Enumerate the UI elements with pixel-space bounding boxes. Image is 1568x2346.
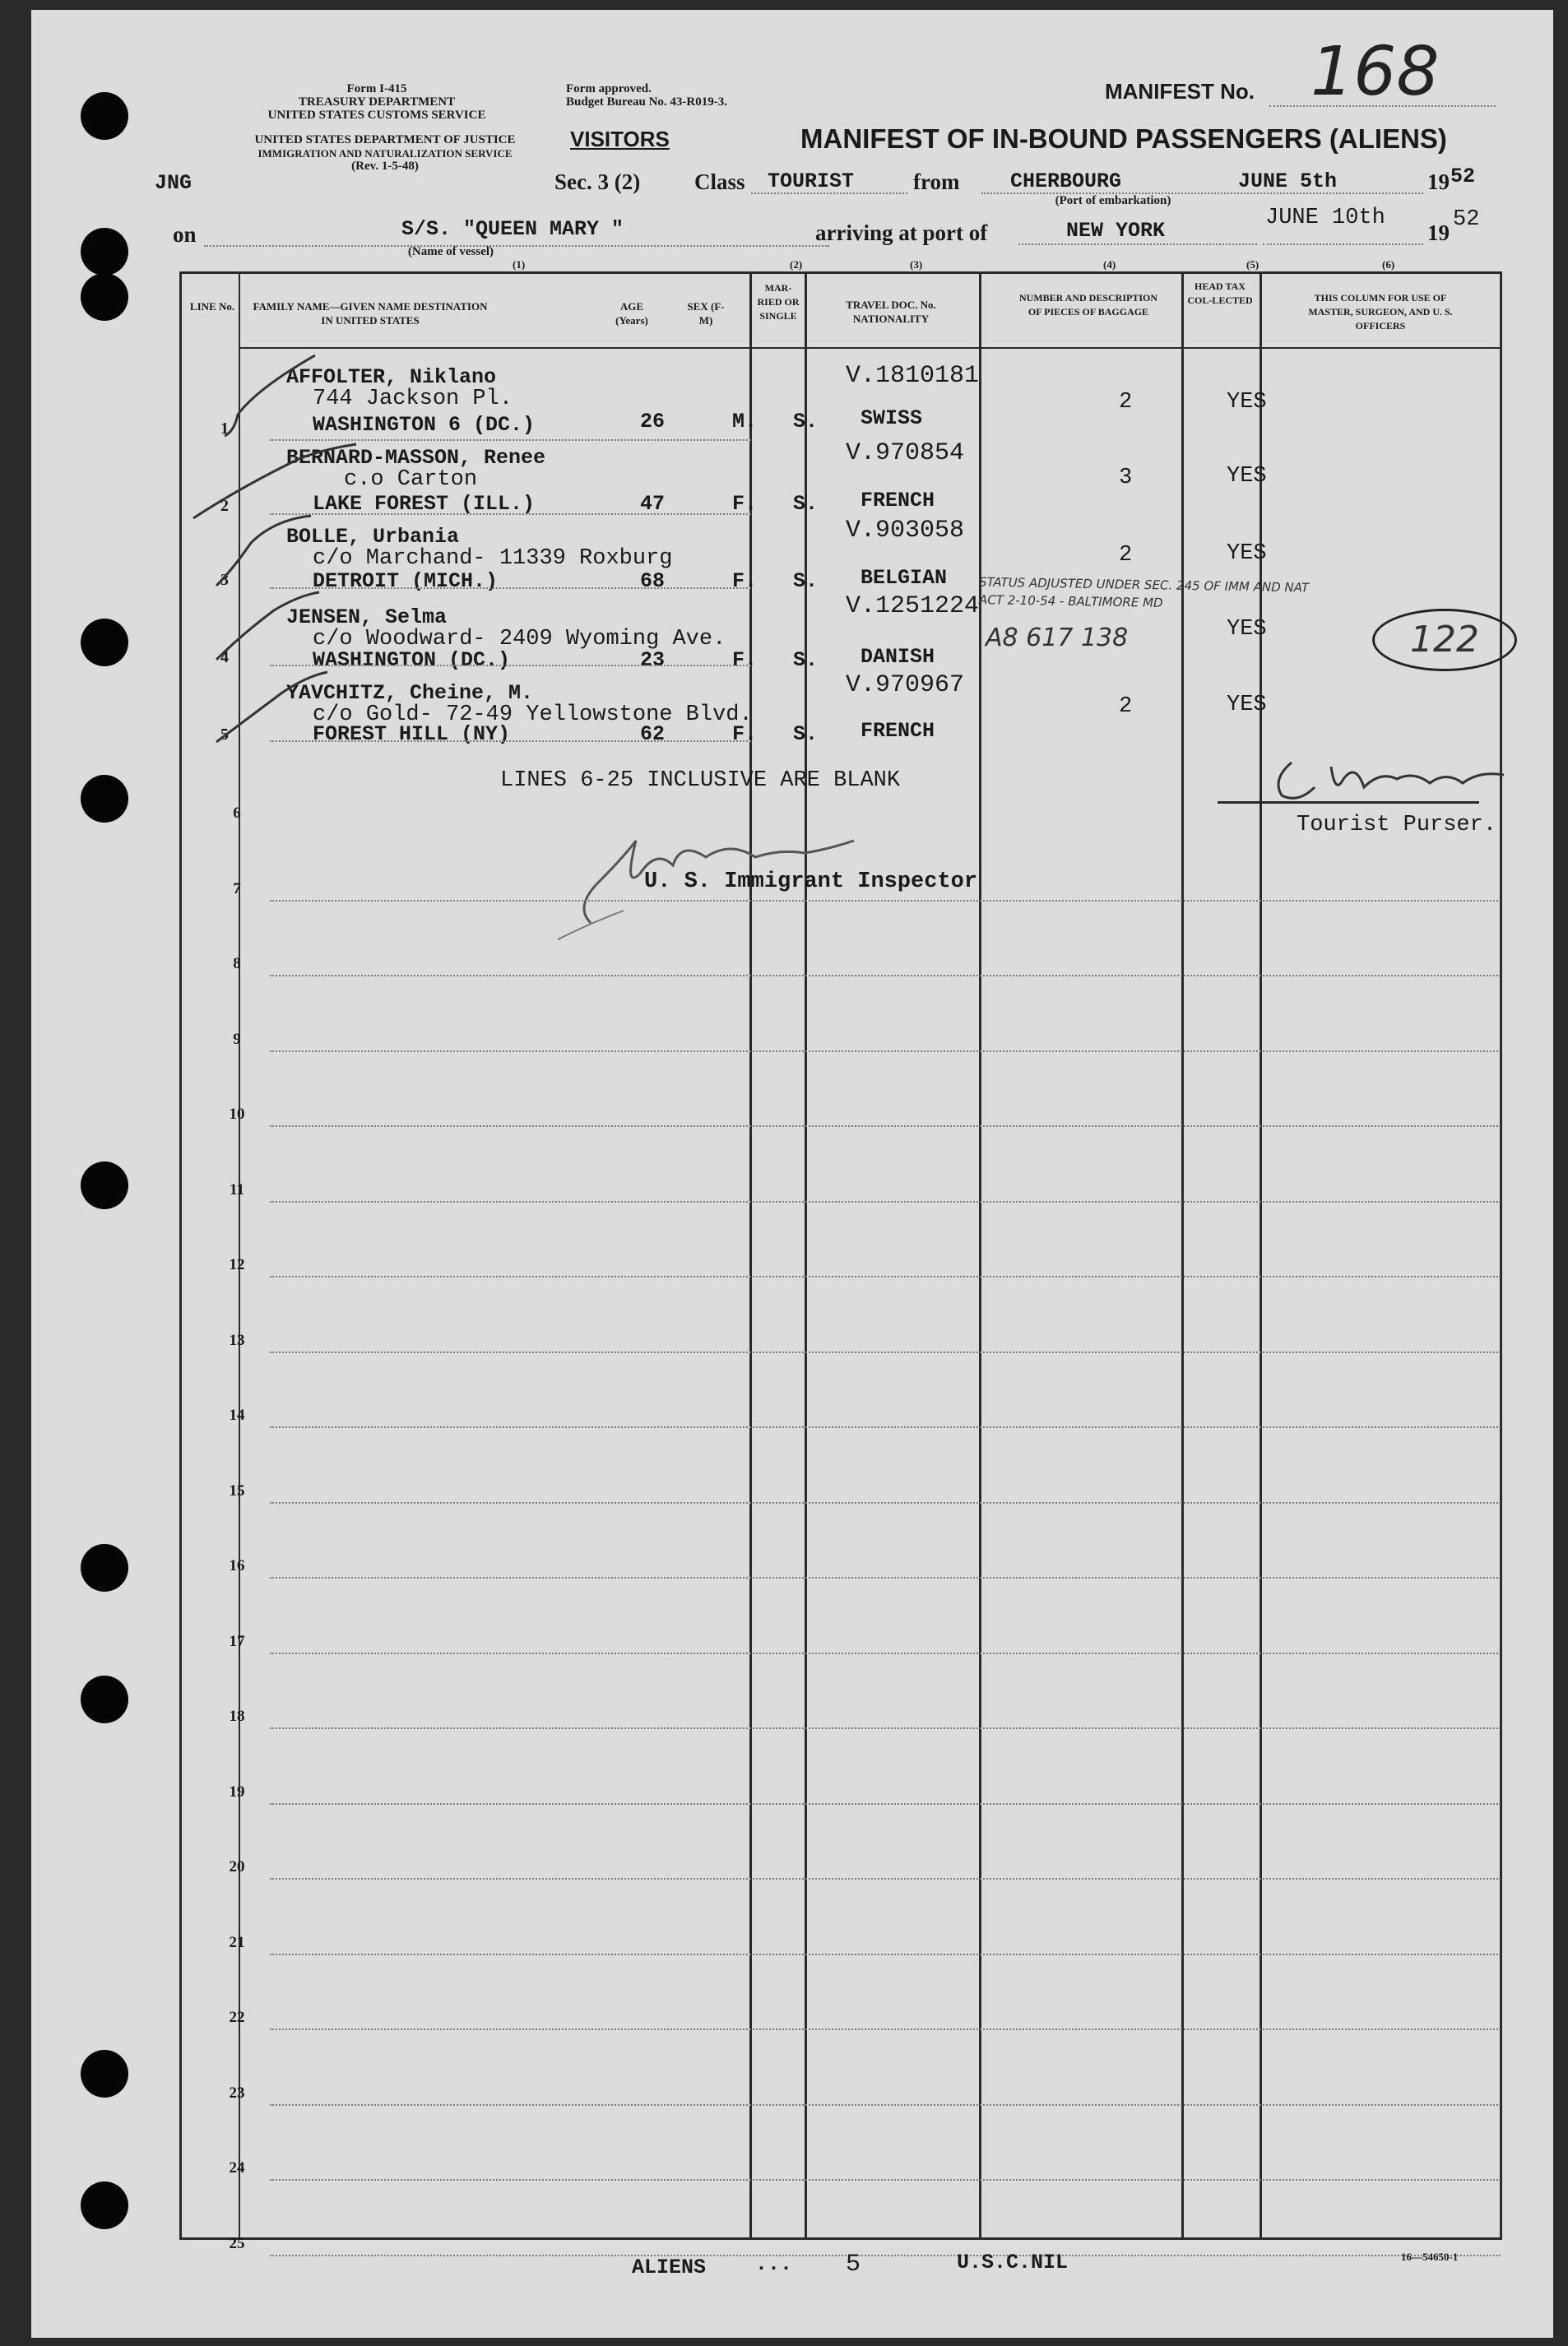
passenger-destination: FOREST HILL (NY)	[313, 722, 511, 746]
on-label: on	[173, 222, 197, 247]
manifest-number-label: MANIFEST No.	[1105, 79, 1255, 104]
form-number: Form I-415	[346, 82, 407, 95]
baggage-header: NUMBER AND DESCRIPTION OF PIECES OF BAGGAGE	[1018, 292, 1158, 318]
passenger-destination: WASHINGTON (DC.)	[313, 648, 511, 672]
ins-label: IMMIGRATION AND NATURALIZATION SERVICE	[257, 147, 513, 160]
row-line	[270, 1803, 1501, 1805]
punch-hole	[81, 775, 128, 823]
passenger-address: c/o Marchand- 11339 Roxburg	[313, 546, 673, 571]
row-line	[270, 1727, 1501, 1729]
department-of-justice: UNITED STATES DEPARTMENT OF JUSTICE	[254, 133, 516, 146]
departure-date: JUNE 5th	[1238, 169, 1338, 193]
line-number: 20	[229, 1858, 245, 1875]
row-line	[270, 975, 1501, 976]
punch-hole	[81, 273, 128, 321]
passenger-sex: F.	[732, 722, 758, 746]
section-label: Sec. 3 (2)	[554, 169, 641, 194]
line-number: 8	[233, 955, 241, 972]
punch-hole	[81, 2050, 128, 2098]
line-number: 2	[220, 497, 229, 515]
line-number: 12	[229, 1256, 245, 1273]
tourist-purser-title: Tourist Purser.	[1297, 813, 1497, 837]
line-number: 3	[220, 571, 229, 589]
head-tax-collected: YES	[1227, 541, 1267, 566]
port-of-embarkation-caption: (Port of embarkation)	[1055, 194, 1171, 207]
baggage-count: 2	[1119, 694, 1133, 719]
passenger-marital-status: S.	[793, 492, 819, 516]
arrival-port: NEW YORK	[1066, 219, 1166, 243]
line-number: 24	[229, 2159, 245, 2177]
line-number: 18	[229, 1708, 245, 1725]
line-number: 5	[220, 726, 229, 744]
departure-year: 52	[1450, 165, 1476, 188]
line-number: 11	[230, 1180, 244, 1198]
passenger-name: YAVCHITZ, Cheine, M.	[286, 681, 534, 705]
row-line	[270, 2104, 1501, 2106]
travel-document-number: V.970854	[846, 439, 965, 467]
line-number: 1	[220, 420, 229, 438]
travel-document-number: V.903058	[846, 517, 965, 545]
punch-hole	[81, 92, 128, 140]
manifest-title: MANIFEST OF IN-BOUND PASSENGERS (ALIENS)	[800, 123, 1447, 154]
alien-registration-number: A8 617 138	[986, 624, 1129, 652]
head-tax-collected: YES	[1227, 617, 1267, 642]
blank-lines-note: LINES 6-25 INCLUSIVE ARE BLANK	[500, 768, 901, 793]
travel-document-number: V.1251224	[846, 592, 980, 620]
row-line	[270, 1426, 1501, 1428]
arriving-label: arriving at port of	[815, 220, 988, 245]
arrival-year: 52	[1453, 207, 1480, 232]
travel-document-number: V.1810181	[846, 362, 980, 390]
passenger-destination: WASHINGTON 6 (DC.)	[313, 413, 536, 437]
column-number-1: (1)	[513, 258, 526, 271]
passenger-marital-status: S.	[793, 569, 819, 593]
head-tax-collected: YES	[1227, 464, 1267, 489]
punch-hole	[81, 1544, 128, 1592]
line-number: 21	[229, 1933, 245, 1951]
line-number: 13	[229, 1331, 245, 1349]
arrival-year-prefix: 19	[1427, 220, 1450, 245]
row-line	[270, 1502, 1501, 1504]
aliens-count: 5	[846, 2251, 861, 2279]
row-line	[270, 1125, 1501, 1127]
passenger-nationality: FRENCH	[861, 489, 935, 512]
line-number: 4	[220, 648, 229, 666]
passenger-address: 744 Jackson Pl.	[313, 387, 513, 411]
passenger-marital-status: S.	[793, 410, 819, 434]
embarkation-port: CHERBOURG	[1010, 169, 1122, 193]
row-line	[270, 1577, 1501, 1579]
passenger-age: 47	[640, 492, 666, 516]
passenger-address: c.o Carton	[344, 467, 478, 492]
departure-year-prefix: 19	[1427, 169, 1450, 194]
immigrant-inspector-title: U. S. Immigrant Inspector	[644, 869, 978, 894]
line-number: 10	[229, 1106, 245, 1123]
aliens-label: ALIENS	[632, 2256, 707, 2279]
sex-header: SEX (F-M)	[687, 300, 725, 327]
row-line	[270, 1653, 1501, 1654]
age-header: AGE (Years)	[615, 300, 648, 327]
row-line	[270, 1201, 1501, 1203]
jng-mark: JNG	[155, 171, 193, 195]
from-label: from	[913, 169, 960, 194]
row-line	[270, 2179, 1501, 2181]
row-line	[270, 1276, 1501, 1277]
class-label: Class	[694, 169, 745, 194]
line-number: 15	[229, 1481, 245, 1500]
column-number-6: (6)	[1382, 258, 1395, 271]
head-tax-header: HEAD TAX COL-LECTED	[1187, 280, 1253, 306]
status-adjusted-note: STATUS ADJUSTED UNDER SEC. 245 OF IMM AND NAT	[978, 574, 1310, 596]
baggage-count: 2	[1119, 390, 1133, 415]
married-single-header: MAR-RIED OR SINGLE	[757, 282, 800, 322]
line-number: 14	[229, 1407, 245, 1424]
passenger-age: 26	[640, 410, 666, 434]
treasury-department: TREASURY DEPARTMENT	[298, 95, 456, 109]
class-value: TOURIST	[768, 169, 855, 193]
column-number-5: (5)	[1246, 258, 1260, 271]
line-number: 9	[233, 1030, 241, 1048]
vessel-name: S/S. "QUEEN MARY "	[401, 217, 624, 241]
officers-column-header: THIS COLUMN FOR USE OF MASTER, SURGEON, AND U. S. OFFICERS	[1308, 292, 1453, 332]
line-number: 6	[233, 804, 241, 822]
passenger-name: AFFOLTER, Niklano	[286, 365, 497, 389]
punch-hole	[81, 228, 128, 276]
visitors-label: VISITORS	[570, 127, 670, 151]
print-code: 16—54650-1	[1401, 2251, 1459, 2263]
passenger-age: 62	[640, 722, 666, 746]
passenger-address: c/o Woodward- 2409 Wyoming Ave.	[313, 627, 726, 651]
line-number: 17	[229, 1632, 245, 1650]
column-number-2: (2)	[790, 258, 803, 271]
aliens-dots: ...	[755, 2252, 793, 2276]
head-tax-collected: YES	[1227, 390, 1267, 415]
purser-signature	[1265, 746, 1545, 812]
passenger-marital-status: S.	[793, 648, 819, 672]
row-line	[270, 1878, 1501, 1880]
punch-hole	[81, 619, 128, 666]
line-number: 25	[229, 2234, 245, 2252]
passenger-name: JENSEN, Selma	[286, 605, 448, 629]
travel-document-number: V.970967	[846, 671, 965, 699]
name-destination-header: FAMILY NAME—GIVEN NAME DESTINATION IN UNITED STATES	[253, 300, 488, 327]
vessel-caption: (Name of vessel)	[407, 245, 494, 258]
row-line	[270, 900, 1501, 902]
line-number: 22	[229, 2009, 245, 2026]
column-number-3: (3)	[910, 258, 923, 271]
line-number: 7	[233, 879, 241, 897]
passenger-name: BERNARD-MASSON, Renee	[286, 446, 546, 470]
line-no-header: LINE No.	[189, 300, 235, 313]
manifest-number: 168	[1311, 33, 1440, 111]
passenger-sex: F.	[732, 569, 758, 593]
travel-doc-header: TRAVEL DOC. No. NATIONALITY	[846, 299, 936, 325]
baggage-count: 2	[1119, 543, 1133, 568]
passenger-sex: M.	[732, 410, 758, 434]
passenger-sex: F.	[732, 492, 758, 516]
row-line	[270, 2255, 1501, 2256]
passenger-marital-status: S.	[793, 722, 819, 746]
passenger-nationality: DANISH	[861, 645, 935, 669]
customs-service: UNITED STATES CUSTOMS SERVICE	[267, 109, 486, 122]
passenger-destination: DETROIT (MICH.)	[313, 569, 499, 593]
passenger-age: 68	[640, 569, 666, 593]
usc-nil: U.S.C.NIL	[957, 2251, 1069, 2274]
passenger-sex: F.	[732, 648, 758, 672]
form-approved: Form approved.	[566, 82, 652, 95]
baggage-count: 3	[1119, 466, 1133, 490]
passenger-address: c/o Gold- 72-49 Yellowstone Blvd.	[313, 702, 753, 727]
head-tax-collected: YES	[1227, 693, 1267, 717]
row-line	[270, 2028, 1501, 2030]
punch-hole	[81, 1161, 128, 1209]
passenger-name: BOLLE, Urbania	[286, 525, 460, 549]
passenger-nationality: FRENCH	[861, 719, 935, 743]
line-number: 16	[229, 1557, 245, 1574]
row-line	[270, 1954, 1501, 1955]
line-number: 19	[229, 1783, 245, 1801]
line-number: 23	[229, 2084, 245, 2102]
passenger-age: 23	[640, 648, 666, 672]
circled-number: 122	[1372, 609, 1517, 671]
passenger-nationality: BELGIAN	[861, 566, 948, 590]
punch-hole	[81, 1676, 128, 1723]
passenger-nationality: SWISS	[861, 406, 923, 430]
passenger-destination: LAKE FOREST (ILL.)	[313, 492, 536, 516]
check-marks	[183, 339, 397, 767]
column-number-4: (4)	[1103, 258, 1116, 271]
manifest-page	[31, 10, 1553, 2338]
budget-bureau-number: Budget Bureau No. 43-R019-3.	[566, 95, 727, 109]
status-adjusted-note-line-2: ACT 2-10-54 - BALTIMORE MD	[978, 592, 1163, 610]
punch-hole	[81, 2181, 128, 2229]
row-line	[270, 1050, 1501, 1052]
row-line	[270, 1352, 1501, 1353]
revision-date: (Rev. 1-5-48)	[351, 160, 419, 173]
arrival-date: JUNE 10th	[1265, 206, 1385, 230]
